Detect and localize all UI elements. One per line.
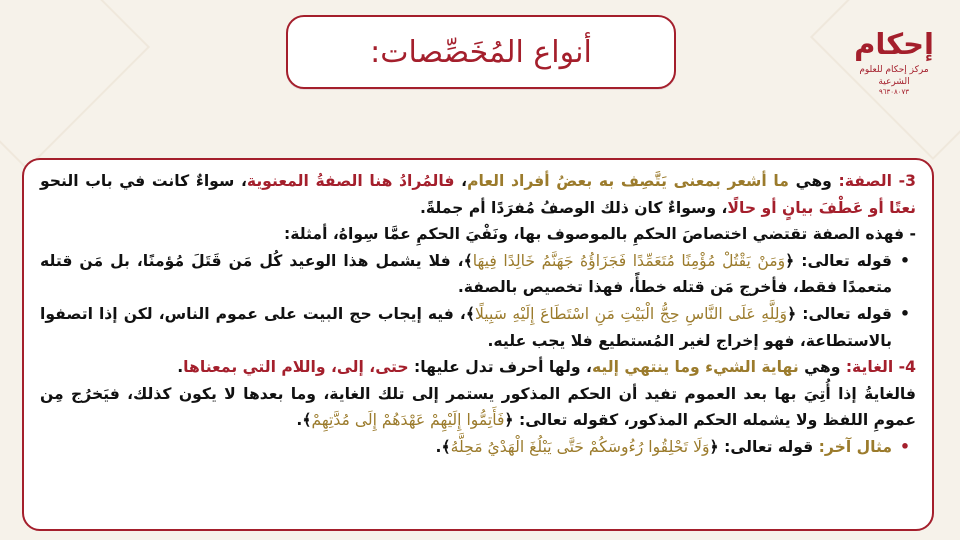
content-text [40, 168, 916, 461]
quran-bracket: ﴾ [465, 304, 475, 323]
text-run: قوله تعالى: [718, 437, 819, 456]
text-run: قوله تعالى: [794, 251, 892, 270]
text-run: ، ولها أحرف تدل عليها: [408, 358, 592, 377]
bullet-item-2 [40, 301, 916, 354]
section-3-heading: الصفة: [838, 172, 892, 190]
text-run: فالغايةُ إذا أُتِيَ بها بعد العموم تفيد أن الحكم المذكور يستمر إلى تلك الغاية، وما بعدها لا يكون كذلك، فيَخرُج مِن عمومِ اللفظ ولا يشمله الحكم المذكور، كقوله تعالى: [40, 384, 916, 430]
bullet-icon: • [900, 251, 910, 270]
text-run: . [435, 437, 442, 456]
quran-bracket: ﴿ [785, 251, 795, 270]
text-run: ، فلا يشمل هذا الوعيد كُل مَن قَتَلَ مُؤمنًا، بل مَن قتله متعمدًا فقط، فأخرج مَن قتله خطأً، فهذا تخصيص بالصفة. [40, 251, 892, 297]
logo [846, 28, 942, 98]
quran-verse-1: وَمَنْ يَقْتُلْ مُؤْمِنًا مُتَعَمِّدًا فَجَزَاؤُهُ جَهَنَّمُ خَالِدًا فِيهَا [472, 251, 786, 270]
quran-bracket: ﴿ [787, 304, 797, 323]
text-run: ، [454, 172, 468, 190]
text-run: قوله تعالى: [796, 304, 892, 323]
section-3-emphasis-2: نعتًا أو عَطْفَ بيانٍ أو حالًا [727, 198, 916, 217]
text-run: ، وسواءٌ كان ذلك الوصفُ مُفرَدًا أم جملةً. [419, 198, 728, 217]
section-4-definition: نهاية الشيء وما ينتهي إليه [591, 358, 799, 377]
bullet-icon: • [900, 304, 910, 323]
section-3-emphasis: فالمُرادُ هنا الصفةُ المعنوية [246, 172, 455, 190]
section-3-number: 3- [898, 172, 917, 190]
quran-verse-3: فَأَتِمُّوا إِلَيْهِمْ عَهْدَهُمْ إِلَى مُدَّتِهِمْ [311, 411, 505, 430]
quran-bracket: ﴾ [302, 411, 312, 430]
section-3-definition: ما أشعر بمعنى يَتَّصِف به بعضُ أفراد العام [467, 172, 789, 190]
bullet-item-3 [40, 434, 916, 461]
content-box [22, 158, 934, 531]
quran-bracket: ﴿ [709, 437, 719, 456]
bullet-item-1 [40, 248, 916, 301]
decorative-pattern-left [0, 0, 150, 170]
example-label: مثال آخر: [818, 437, 892, 456]
quran-verse-4: وَلَا تَحْلِقُوا رُءُوسَكُمْ حَتَّى يَبْلُغَ الْهَدْيُ مَحِلَّهُ [450, 437, 710, 456]
text-run: ، سواءٌ كانت في باب النحو [40, 172, 247, 190]
text-run: ، فيه إيجاب حج البيت على عموم الناس، لكن إذا اتصفوا بالاستطاعة، فهو إخراج لغير المُستطيع فلا يجب عليه. [40, 304, 892, 350]
section-4-paragraph [40, 354, 916, 381]
section-4-number: 4- [898, 358, 916, 377]
section-4-letters: حتى، إلى، واللام التي بمعناها [183, 358, 409, 377]
logo-mark: إحكام [854, 27, 934, 61]
slide-title: أنواع المُخَصِّصات: [370, 34, 592, 70]
quran-bracket: ﴿ [504, 411, 514, 430]
text-run: وهي [798, 358, 846, 377]
slide-title-box [286, 15, 676, 89]
quran-verse-2: وَلِلَّهِ عَلَى النَّاسِ حِجُّ الْبَيْتِ مَنِ اسْتَطَاعَ إِلَيْهِ سَبِيلًا [475, 304, 788, 323]
logo-subtitle: مركز إحكام للعلوم الشرعية [859, 65, 929, 87]
section-4-body [40, 381, 916, 434]
text-run: وهي [788, 172, 839, 190]
text-run: . [177, 358, 184, 377]
quran-bracket: ﴾ [463, 251, 473, 270]
text-run: . [296, 411, 303, 430]
section-3-paragraph [40, 168, 916, 221]
quran-bracket: ﴾ [441, 437, 451, 456]
logo-number: ٩٦٣٠٨٠٧٣ [878, 88, 910, 96]
bullet-icon: • [900, 437, 910, 456]
section-4-heading: الغاية: [845, 358, 894, 377]
effect-line: - فهذه الصفة تقتضي اختصاصَ الحكمِ بالموصوف بها، ونَفْيَ الحكمِ عمَّا سِواهُ، أمثلة: [284, 225, 916, 244]
